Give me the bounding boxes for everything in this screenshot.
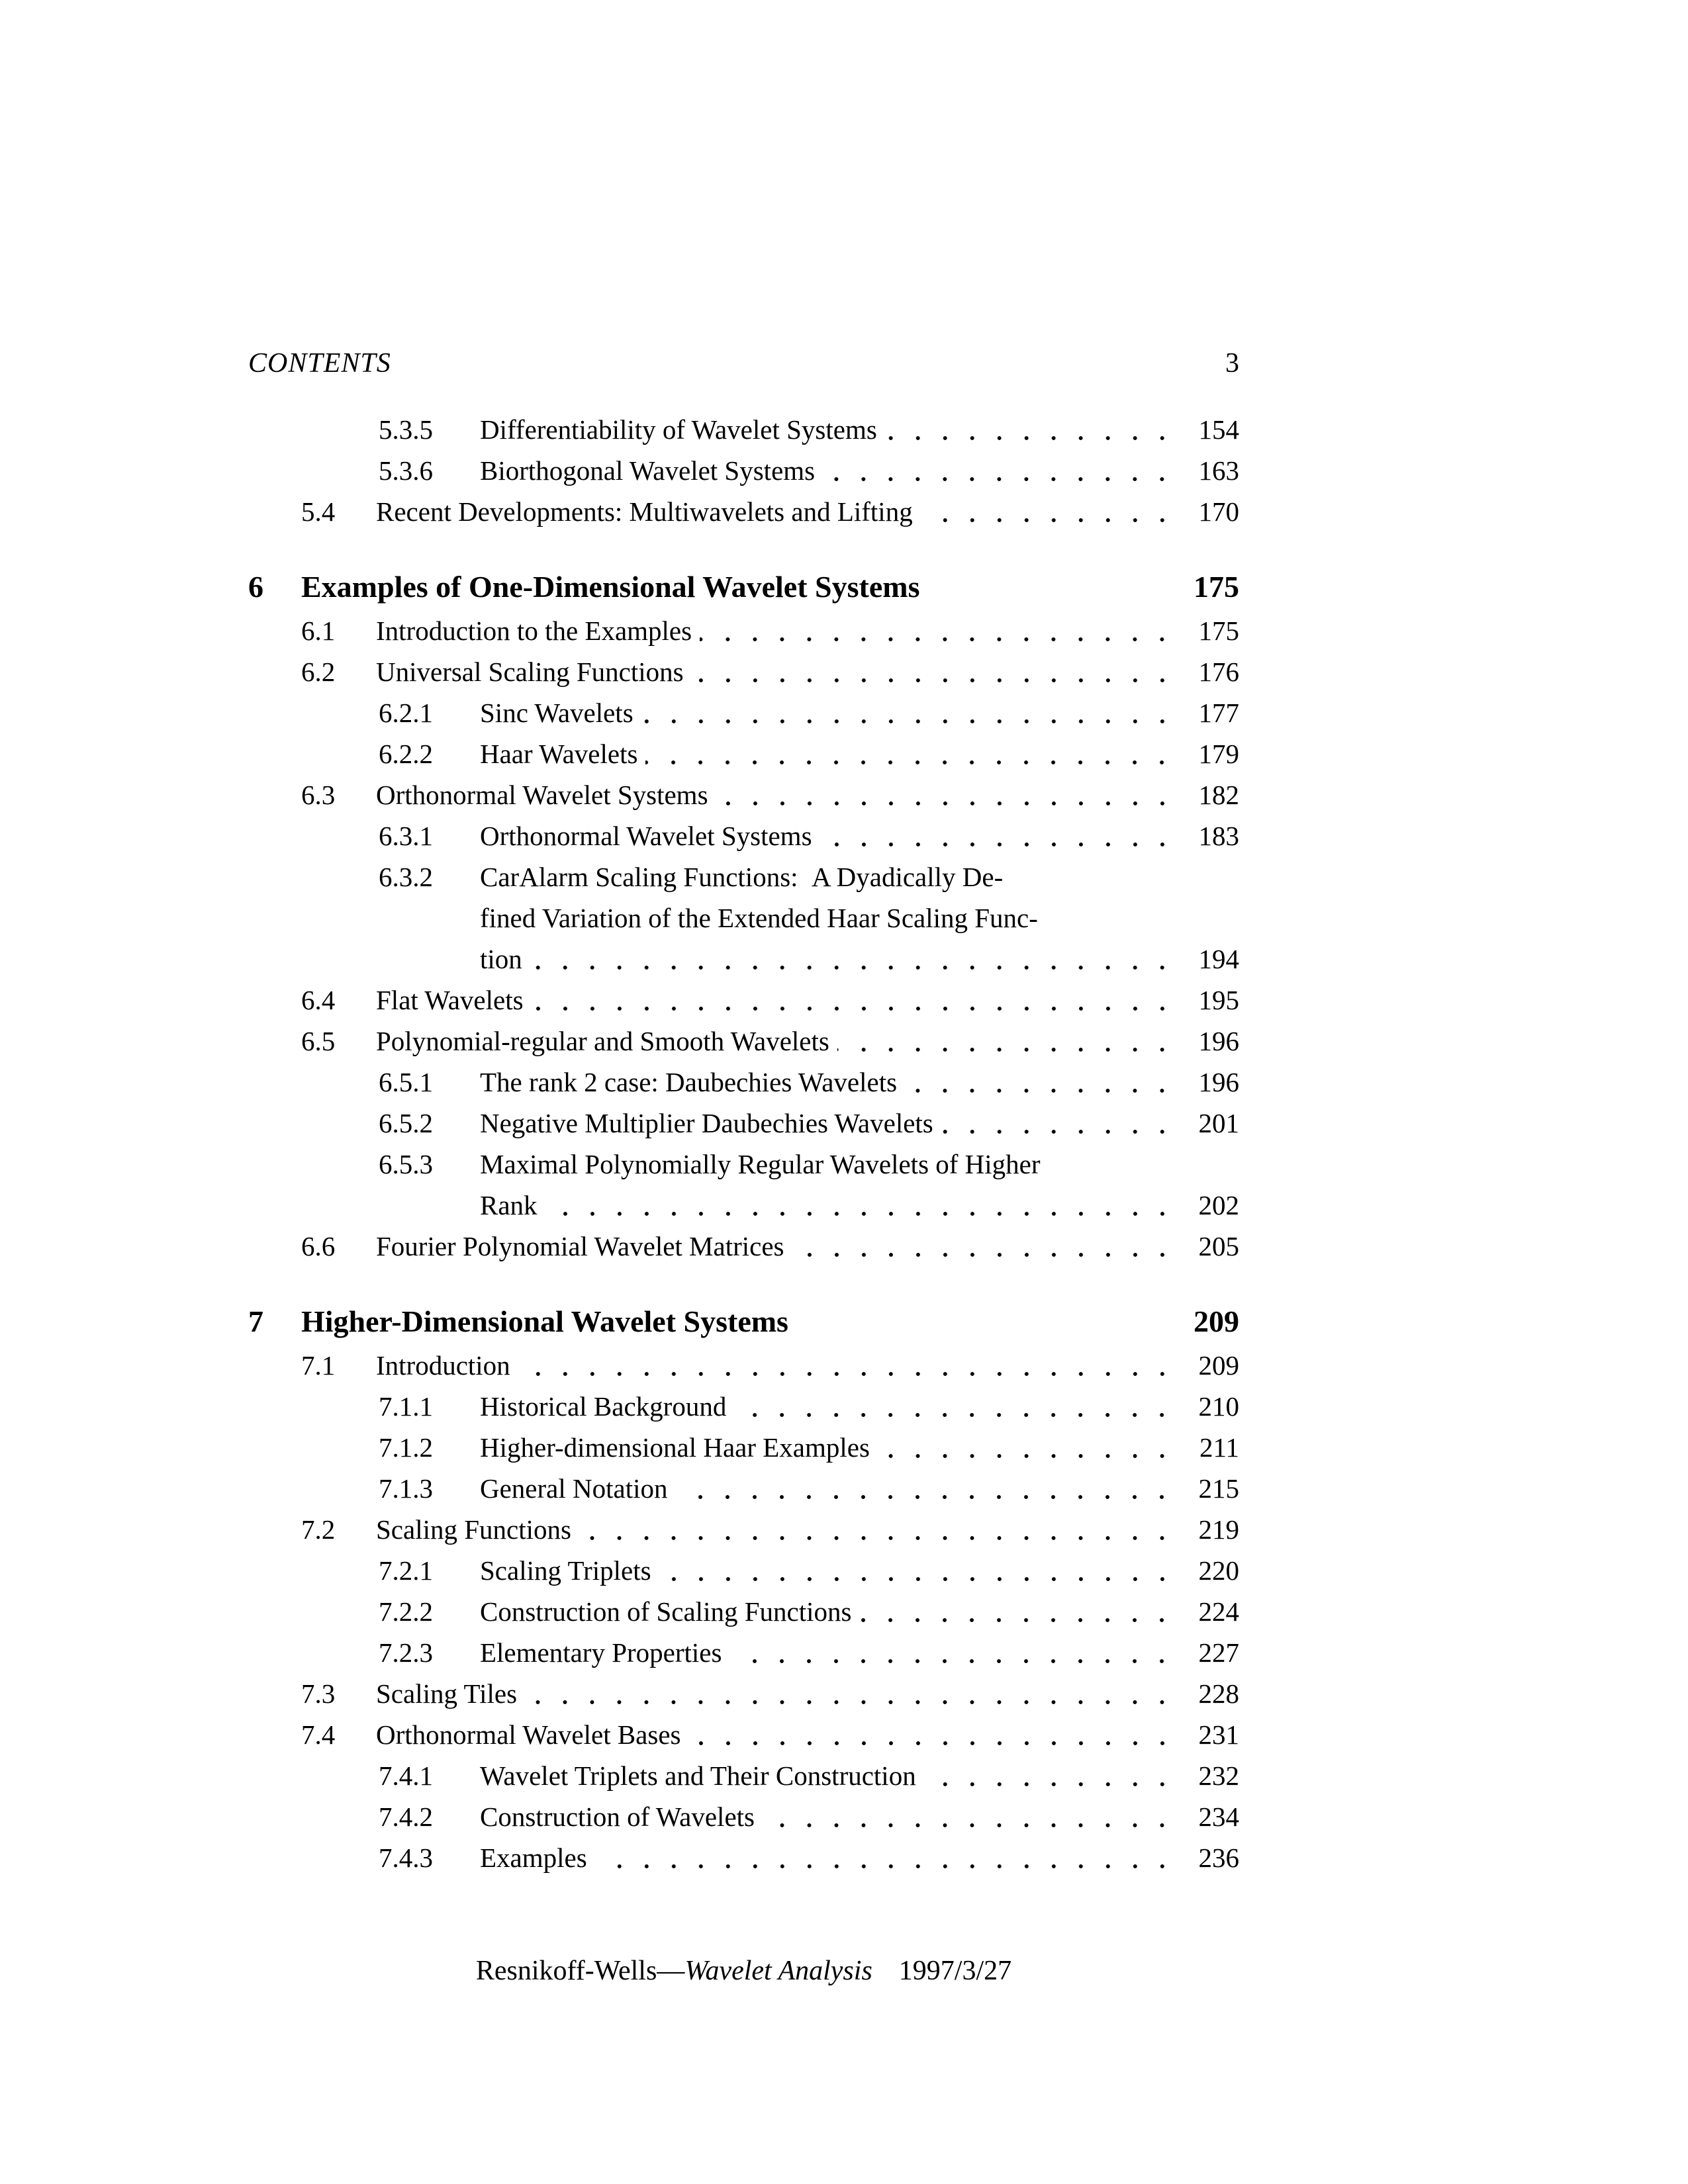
toc-page-number: 183 xyxy=(1198,821,1239,851)
toc-entry-title-block xyxy=(480,1755,1239,1796)
toc-entry-6.2.1 xyxy=(248,692,1239,733)
toc-entry-last-line xyxy=(376,774,1239,815)
dot-leader xyxy=(729,1632,1177,1673)
dot-leader xyxy=(525,1673,1177,1714)
toc-entry-number: 6.3.2 xyxy=(379,862,433,892)
dot-leader xyxy=(734,1386,1177,1427)
toc-entry-title: Wavelet Triplets and Their Construction xyxy=(480,1760,916,1791)
toc-entry-title-block xyxy=(480,1632,1239,1673)
toc-entry-7.1 xyxy=(248,1345,1239,1386)
toc-page-number: 224 xyxy=(1198,1596,1239,1627)
toc-entry-title: Scaling Triplets xyxy=(480,1555,651,1586)
toc-entry-title-block xyxy=(480,856,1239,979)
toc-entry-title-block xyxy=(376,1673,1239,1714)
toc-entry-title: Haar Wavelets xyxy=(480,739,638,769)
toc-entry-title-block xyxy=(376,610,1239,651)
toc-page-number: 175 xyxy=(1194,570,1239,604)
toc-page-number: 195 xyxy=(1198,985,1239,1015)
toc-entry-7.4.2 xyxy=(248,1796,1239,1837)
toc-entry-last-line xyxy=(480,1185,1239,1226)
dot-leader xyxy=(792,1226,1177,1267)
running-header-title: CONTENTS xyxy=(248,348,391,379)
toc-entry-number: 7.4 xyxy=(301,1719,336,1750)
toc-entry-title-line: CarAlarm Scaling Functions: A Dyadically De- xyxy=(480,862,1004,892)
toc-entry-title-block xyxy=(480,1144,1239,1226)
toc-entry-last-line xyxy=(480,815,1239,856)
toc-entry-6.3.2 xyxy=(248,856,1239,979)
dot-leader xyxy=(641,692,1177,733)
toc-entry-number: 5.3.5 xyxy=(379,414,433,445)
toc-entry-title-block xyxy=(480,1591,1239,1632)
toc-entry-6.2.2 xyxy=(248,733,1239,774)
toc-page-number: 196 xyxy=(1198,1026,1239,1056)
toc-entry-number: 7 xyxy=(248,1304,263,1338)
toc-list xyxy=(248,409,1239,1878)
toc-entry-number: 5.4 xyxy=(301,496,336,527)
toc-entry-number: 6.3.1 xyxy=(379,821,433,851)
page-header xyxy=(248,347,1239,380)
toc-page-number: 202 xyxy=(1198,1190,1239,1220)
toc-entry-last-line xyxy=(376,979,1239,1021)
toc-entry-7.2.1 xyxy=(248,1550,1239,1591)
toc-entry-title: Orthonormal Wavelet Systems xyxy=(480,821,812,851)
toc-entry-number: 6.5.3 xyxy=(379,1149,433,1179)
toc-entry-title-block xyxy=(301,564,1239,610)
toc-entry-6.5 xyxy=(248,1021,1239,1062)
toc-entry-title-block xyxy=(480,1386,1239,1427)
toc-entry-6.5.2 xyxy=(248,1103,1239,1144)
toc-entry-title: Fourier Polynomial Wavelet Matrices xyxy=(376,1231,784,1261)
toc-entry-title-line: fined Variation of the Extended Haar Scaling Func- xyxy=(480,903,1038,933)
toc-entry-6.5.1 xyxy=(248,1062,1239,1103)
toc-entry-last-line xyxy=(301,564,1239,610)
toc-entry-title: Differentiability of Wavelet Systems xyxy=(480,414,877,445)
toc-entry-number: 7.1.1 xyxy=(379,1391,433,1422)
toc-entry-title: Higher-Dimensional Wavelet Systems xyxy=(301,1304,788,1338)
toc-entry-title-block xyxy=(480,1796,1239,1837)
dot-leader xyxy=(823,450,1177,491)
toc-entry-title: Biorthogonal Wavelet Systems xyxy=(480,455,816,486)
toc-entry-7.2.2 xyxy=(248,1591,1239,1632)
toc-entry-number: 6.6 xyxy=(301,1231,336,1261)
toc-page-number: 228 xyxy=(1198,1678,1239,1709)
toc-entry-title: Universal Scaling Functions xyxy=(376,657,684,687)
dot-leader xyxy=(700,610,1177,651)
dot-leader xyxy=(692,651,1177,692)
toc-entry-title-block xyxy=(480,1468,1239,1509)
toc-entry-title: Scaling Tiles xyxy=(376,1678,518,1709)
toc-entry-title-line: Maximal Polynomially Regular Wavelets of Higher xyxy=(480,1149,1041,1179)
footer-date: 1997/3/27 xyxy=(898,1956,1012,1986)
toc-entry-title: Examples of One-Dimensional Wavelet Systems xyxy=(301,570,920,604)
dot-leader xyxy=(675,1468,1177,1509)
toc-entry-last-line xyxy=(480,1062,1239,1103)
toc-entry-7.1.1 xyxy=(248,1386,1239,1427)
toc-entry-title-block xyxy=(480,815,1239,856)
toc-entry-5.3.6 xyxy=(248,450,1239,491)
toc-entry-number: 6 xyxy=(248,570,263,604)
toc-page-number: 175 xyxy=(1198,615,1239,646)
toc-entry-6.3 xyxy=(248,774,1239,815)
toc-entry-number: 7.4.3 xyxy=(379,1843,433,1873)
toc-entry-last-line xyxy=(480,1591,1239,1632)
toc-entry-title: Recent Developments: Multiwavelets and Lifting xyxy=(376,496,913,527)
toc-entry-number: 7.2.3 xyxy=(379,1637,433,1668)
toc-entry-title: Introduction xyxy=(376,1350,510,1381)
toc-entry-last-line xyxy=(376,1509,1239,1550)
toc-entry-last-line xyxy=(376,651,1239,692)
toc-entry-title: Construction of Wavelets xyxy=(480,1801,755,1832)
toc-entry-last-line xyxy=(480,1837,1239,1878)
toc-entry-6.2 xyxy=(248,651,1239,692)
toc-entry-title: Construction of Scaling Functions xyxy=(480,1596,852,1627)
toc-entry-number: 6.5 xyxy=(301,1026,336,1056)
toc-entry-number: 7.1 xyxy=(301,1350,336,1381)
toc-page-number: 232 xyxy=(1198,1760,1239,1791)
chapter-fill xyxy=(788,1298,1181,1345)
dot-leader xyxy=(595,1837,1177,1878)
toc-entry-7 xyxy=(248,1298,1239,1345)
toc-page-number: 210 xyxy=(1198,1391,1239,1422)
dot-leader xyxy=(878,1427,1177,1468)
toc-entry-5.4 xyxy=(248,491,1239,532)
toc-entry-last-line xyxy=(480,1755,1239,1796)
toc-page-number: 209 xyxy=(1198,1350,1239,1381)
toc-entry-title-block xyxy=(480,1062,1239,1103)
toc-entry-6.4 xyxy=(248,979,1239,1021)
toc-entry-title-block xyxy=(376,774,1239,815)
toc-entry-last-line xyxy=(480,1103,1239,1144)
toc-entry-6.5.3 xyxy=(248,1144,1239,1226)
toc-entry-7.4 xyxy=(248,1714,1239,1755)
toc-entry-title-block xyxy=(480,1103,1239,1144)
dot-leader xyxy=(905,1062,1177,1103)
toc-entry-title-block xyxy=(480,409,1239,450)
toc-page-number: 177 xyxy=(1198,698,1239,728)
toc-entry-title: Negative Multiplier Daubechies Wavelets xyxy=(480,1108,933,1138)
toc-page-number: 170 xyxy=(1198,496,1239,527)
toc-page-number: 227 xyxy=(1198,1637,1239,1668)
toc-entry-title: tion xyxy=(480,944,522,974)
dot-leader xyxy=(532,979,1177,1021)
dot-leader xyxy=(716,774,1177,815)
toc-entry-last-line xyxy=(480,1386,1239,1427)
toc-entry-7.2 xyxy=(248,1509,1239,1550)
toc-entry-title-block xyxy=(376,1345,1239,1386)
toc-entry-last-line xyxy=(376,1345,1239,1386)
toc-entry-last-line xyxy=(376,1673,1239,1714)
toc-entry-title: Introduction to the Examples xyxy=(376,615,692,646)
toc-page-number: 163 xyxy=(1198,455,1239,486)
toc-page-number: 236 xyxy=(1198,1843,1239,1873)
toc-page-number: 234 xyxy=(1198,1801,1239,1832)
toc-entry-title: General Notation xyxy=(480,1473,668,1504)
dot-leader xyxy=(924,1755,1177,1796)
toc-entry-last-line xyxy=(480,1796,1239,1837)
toc-page-number: 220 xyxy=(1198,1555,1239,1586)
dot-leader xyxy=(885,409,1177,450)
toc-entry-title-block xyxy=(376,1226,1239,1267)
dot-leader xyxy=(530,938,1177,979)
toc-entry-title: Rank xyxy=(480,1190,538,1220)
toc-entry-title-block xyxy=(480,692,1239,733)
toc-entry-title: Higher-dimensional Haar Examples xyxy=(480,1432,870,1463)
toc-entry-last-line xyxy=(480,938,1239,979)
toc-entry-5.3.5 xyxy=(248,409,1239,450)
toc-entry-title-block xyxy=(301,1298,1239,1345)
toc-entry-number: 6.2 xyxy=(301,657,336,687)
dot-leader xyxy=(645,733,1177,774)
toc-entry-number: 7.2.1 xyxy=(379,1555,433,1586)
toc-entry-7.4.3 xyxy=(248,1837,1239,1878)
toc-entry-last-line xyxy=(376,491,1239,532)
toc-entry-number: 6.5.1 xyxy=(379,1067,433,1097)
toc-entry-last-line xyxy=(480,733,1239,774)
toc-entry-6.3.1 xyxy=(248,815,1239,856)
toc-entry-last-line xyxy=(376,1226,1239,1267)
toc-page-number: 182 xyxy=(1198,780,1239,810)
toc-page-number: 201 xyxy=(1198,1108,1239,1138)
toc-page-number: 209 xyxy=(1194,1304,1239,1338)
toc-entry-number: 6.2.1 xyxy=(379,698,433,728)
toc-entry-title: Flat Wavelets xyxy=(376,985,524,1015)
toc-entry-title: Scaling Functions xyxy=(376,1514,571,1545)
toc-entry-title: Orthonormal Wavelet Bases xyxy=(376,1719,681,1750)
toc-entry-title-block xyxy=(376,979,1239,1021)
toc-entry-title: Polynomial-regular and Smooth Wavelets xyxy=(376,1026,829,1056)
toc-entry-last-line xyxy=(480,1427,1239,1468)
toc-entry-number: 6.4 xyxy=(301,985,336,1015)
dot-leader xyxy=(659,1550,1177,1591)
toc-entry-title: Elementary Properties xyxy=(480,1637,722,1668)
toc-page-number: 219 xyxy=(1198,1514,1239,1545)
dot-leader xyxy=(921,491,1177,532)
toc-entry-number: 6.1 xyxy=(301,615,336,646)
toc-entry-number: 7.1.2 xyxy=(379,1432,433,1463)
toc-entry-last-line xyxy=(376,1714,1239,1755)
toc-entry-title: Examples xyxy=(480,1843,587,1873)
toc-entry-title-block xyxy=(480,733,1239,774)
dot-leader xyxy=(689,1714,1178,1755)
toc-entry-last-line xyxy=(480,450,1239,491)
toc-entry-title: Sinc Wavelets xyxy=(480,698,633,728)
toc-page-number: 196 xyxy=(1198,1067,1239,1097)
toc-page-number: 231 xyxy=(1198,1719,1239,1750)
dot-leader xyxy=(518,1345,1177,1386)
toc-page-number: 215 xyxy=(1198,1473,1239,1504)
page-footer xyxy=(248,1954,1239,1988)
dot-leader xyxy=(545,1185,1177,1226)
toc-page-number: 211 xyxy=(1199,1432,1239,1463)
footer-authors: Resnikoff-Wells— xyxy=(475,1956,685,1986)
toc-entry-title-block xyxy=(376,651,1239,692)
toc-entry-last-line xyxy=(480,409,1239,450)
toc-entry-last-line xyxy=(480,1632,1239,1673)
toc-entry-number: 6.5.2 xyxy=(379,1108,433,1138)
toc-entry-title-block xyxy=(480,1837,1239,1878)
toc-entry-title-block xyxy=(376,1021,1239,1062)
dot-leader xyxy=(859,1591,1177,1632)
toc-entry-title-block xyxy=(480,450,1239,491)
header-page-number: 3 xyxy=(1225,348,1239,379)
toc-entry-number: 7.2 xyxy=(301,1514,336,1545)
toc-entry-number: 7.4.2 xyxy=(379,1801,433,1832)
toc-page-number: 179 xyxy=(1198,739,1239,769)
toc-entry-last-line xyxy=(480,1550,1239,1591)
toc-entry-title-block xyxy=(480,1550,1239,1591)
toc-entry-last-line xyxy=(376,1021,1239,1062)
toc-entry-number: 7.3 xyxy=(301,1678,336,1709)
toc-entry-7.1.2 xyxy=(248,1427,1239,1468)
dot-leader xyxy=(941,1103,1177,1144)
toc-page-number: 194 xyxy=(1198,944,1239,974)
chapter-fill xyxy=(919,564,1181,610)
toc-entry-number: 6.2.2 xyxy=(379,739,433,769)
toc-entry-last-line xyxy=(480,1468,1239,1509)
toc-entry-title-block xyxy=(376,1714,1239,1755)
toc-entry-7.2.3 xyxy=(248,1632,1239,1673)
toc-entry-title: Orthonormal Wavelet Systems xyxy=(376,780,708,810)
toc-page-number: 154 xyxy=(1198,414,1239,445)
toc-entry-title-block xyxy=(480,1427,1239,1468)
toc-page-number: 205 xyxy=(1198,1231,1239,1261)
toc-entry-title: Historical Background xyxy=(480,1391,727,1422)
toc-entry-last-line xyxy=(376,610,1239,651)
toc-entry-7.1.3 xyxy=(248,1468,1239,1509)
toc-entry-number: 7.2.2 xyxy=(379,1596,433,1627)
toc-entry-number: 6.3 xyxy=(301,780,336,810)
toc-entry-last-line xyxy=(480,692,1239,733)
toc-entry-6.6 xyxy=(248,1226,1239,1267)
toc-entry-6 xyxy=(248,564,1239,610)
toc-entry-number: 5.3.6 xyxy=(379,455,433,486)
footer-book-title: Wavelet Analysis xyxy=(684,1956,872,1986)
dot-leader xyxy=(579,1509,1177,1550)
toc-entry-last-line xyxy=(301,1298,1239,1345)
toc-entry-title-block xyxy=(376,1509,1239,1550)
toc-entry-title-block xyxy=(376,491,1239,532)
dot-leader xyxy=(837,1021,1177,1062)
toc-page-number: 176 xyxy=(1198,657,1239,687)
toc-entry-title: The rank 2 case: Daubechies Wavelets xyxy=(480,1067,898,1097)
toc-entry-number: 7.4.1 xyxy=(379,1760,433,1791)
toc-entry-6.1 xyxy=(248,610,1239,651)
dot-leader xyxy=(820,815,1177,856)
toc-entry-7.3 xyxy=(248,1673,1239,1714)
toc-entry-number: 7.1.3 xyxy=(379,1473,433,1504)
toc-entry-7.4.1 xyxy=(248,1755,1239,1796)
dot-leader xyxy=(763,1796,1177,1837)
